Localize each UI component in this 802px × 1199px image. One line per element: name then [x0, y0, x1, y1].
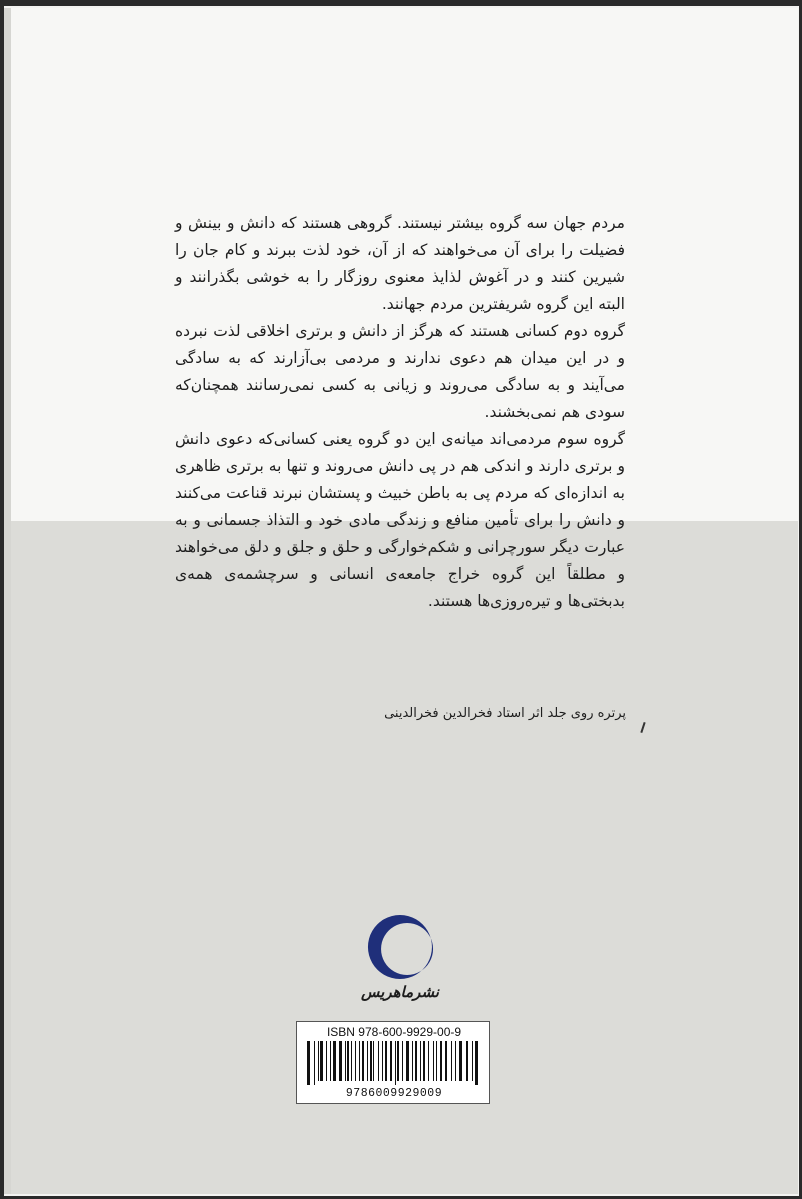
isbn-label: ISBN 978-600-9929-00-9 [326, 1025, 462, 1039]
barcode-bar [378, 1041, 379, 1081]
barcode-bar [415, 1041, 417, 1081]
barcode-bar [370, 1041, 372, 1081]
barcode-bar [347, 1041, 349, 1081]
barcode-bar [318, 1041, 319, 1081]
barcode-bar [412, 1041, 413, 1081]
crescent-moon-logo-icon [355, 907, 445, 987]
barcode-bar [339, 1041, 342, 1081]
barcode-bar [406, 1041, 409, 1081]
barcode-bar [333, 1041, 336, 1081]
barcode-bar [382, 1041, 383, 1081]
barcode-bar [459, 1041, 462, 1081]
barcode-bar [433, 1041, 434, 1081]
barcode-bar [326, 1041, 327, 1081]
barcode-bar [314, 1041, 315, 1085]
barcode-bar [472, 1041, 473, 1081]
barcode-bar [466, 1041, 468, 1081]
blurb-text [175, 210, 625, 615]
cover-portrait-credit: پرتره روی جلد اثر استاد فخرالدین فخرالدینی [384, 706, 626, 721]
isbn-barcode [296, 1021, 490, 1104]
barcode-bar [390, 1041, 392, 1081]
barcode-bar [320, 1041, 323, 1081]
barcode-bar [436, 1041, 437, 1081]
barcode-bar [475, 1041, 478, 1085]
publisher-name: نشرماهریس [361, 983, 439, 1001]
blurb-paragraph-2: گروه دوم کسانی هستند که هرگز از دانش و برتری اخلاقی لذت نبرده و در این میدان هم دعوی ندارند و مردمی بی‌آزارند که به سادگی می‌آیند و به سادگی می‌روند و زیانی به کسی نمی‌رسانند همچنان‌که سودی هم نمی‌بخشند. [175, 322, 625, 421]
barcode-bar [330, 1041, 331, 1081]
barcode-bar [362, 1041, 364, 1081]
barcode-number: 9786009929009 [345, 1087, 443, 1100]
barcode-bar [385, 1041, 387, 1081]
barcode-bar [355, 1041, 356, 1081]
barcode-bar [445, 1041, 447, 1081]
barcode-bar [402, 1041, 403, 1081]
barcode-bar [359, 1041, 360, 1081]
barcode-bar [420, 1041, 421, 1081]
barcode-bar [455, 1041, 456, 1081]
barcode-icon [305, 1041, 483, 1085]
blurb-paragraph-3: گروه سوم مردمی‌اند میانه‌ی این دو گروه یعنی کسانی‌که دعوی دانش و برتری دارند و اندکی هم در پی دانش می‌روند و تنها به برتری ظاهری به اندازه‌ای که مردم پی به باطن خبیث و پستشان نبرند قناعت می‌کنند و دانش را برای تأمین منافع و زندگی مادی خود و التذاذ جسمانی و به عبارت دیگر سورچرانی و شکم‌خوارگی و حلق و جلق و دلق می‌خواهند و مطلقاً این گروه خراج جامعه‌ی انسانی و سرچشمه‌ی همه‌ی بدبختی‌ها و تیره‌روزی‌ها هستند. [175, 430, 625, 610]
barcode-bar [373, 1041, 374, 1081]
barcode-bar [397, 1041, 399, 1081]
barcode-bar [307, 1041, 310, 1085]
barcode-bar [367, 1041, 368, 1081]
barcode-bar [395, 1041, 396, 1085]
barcode-bar [440, 1041, 442, 1081]
blurb-paragraph-1: مردم جهان سه گروه بیشتر نیستند. گروهی هستند که دانش و بینش و فضیلت را برای آن می‌خواهند که از آن، خود لذت ببرند و کام جان را شیرین کنند و در آغوش لذایذ معنوی روزگار را به خوشی بگذرانند و البته این گروه شریفترین مردم جهانند. [175, 214, 625, 313]
barcode-bar [428, 1041, 429, 1081]
barcode-bar [351, 1041, 352, 1081]
barcode-bar [451, 1041, 452, 1081]
barcode-bar [345, 1041, 346, 1081]
barcode-bar [423, 1041, 425, 1081]
